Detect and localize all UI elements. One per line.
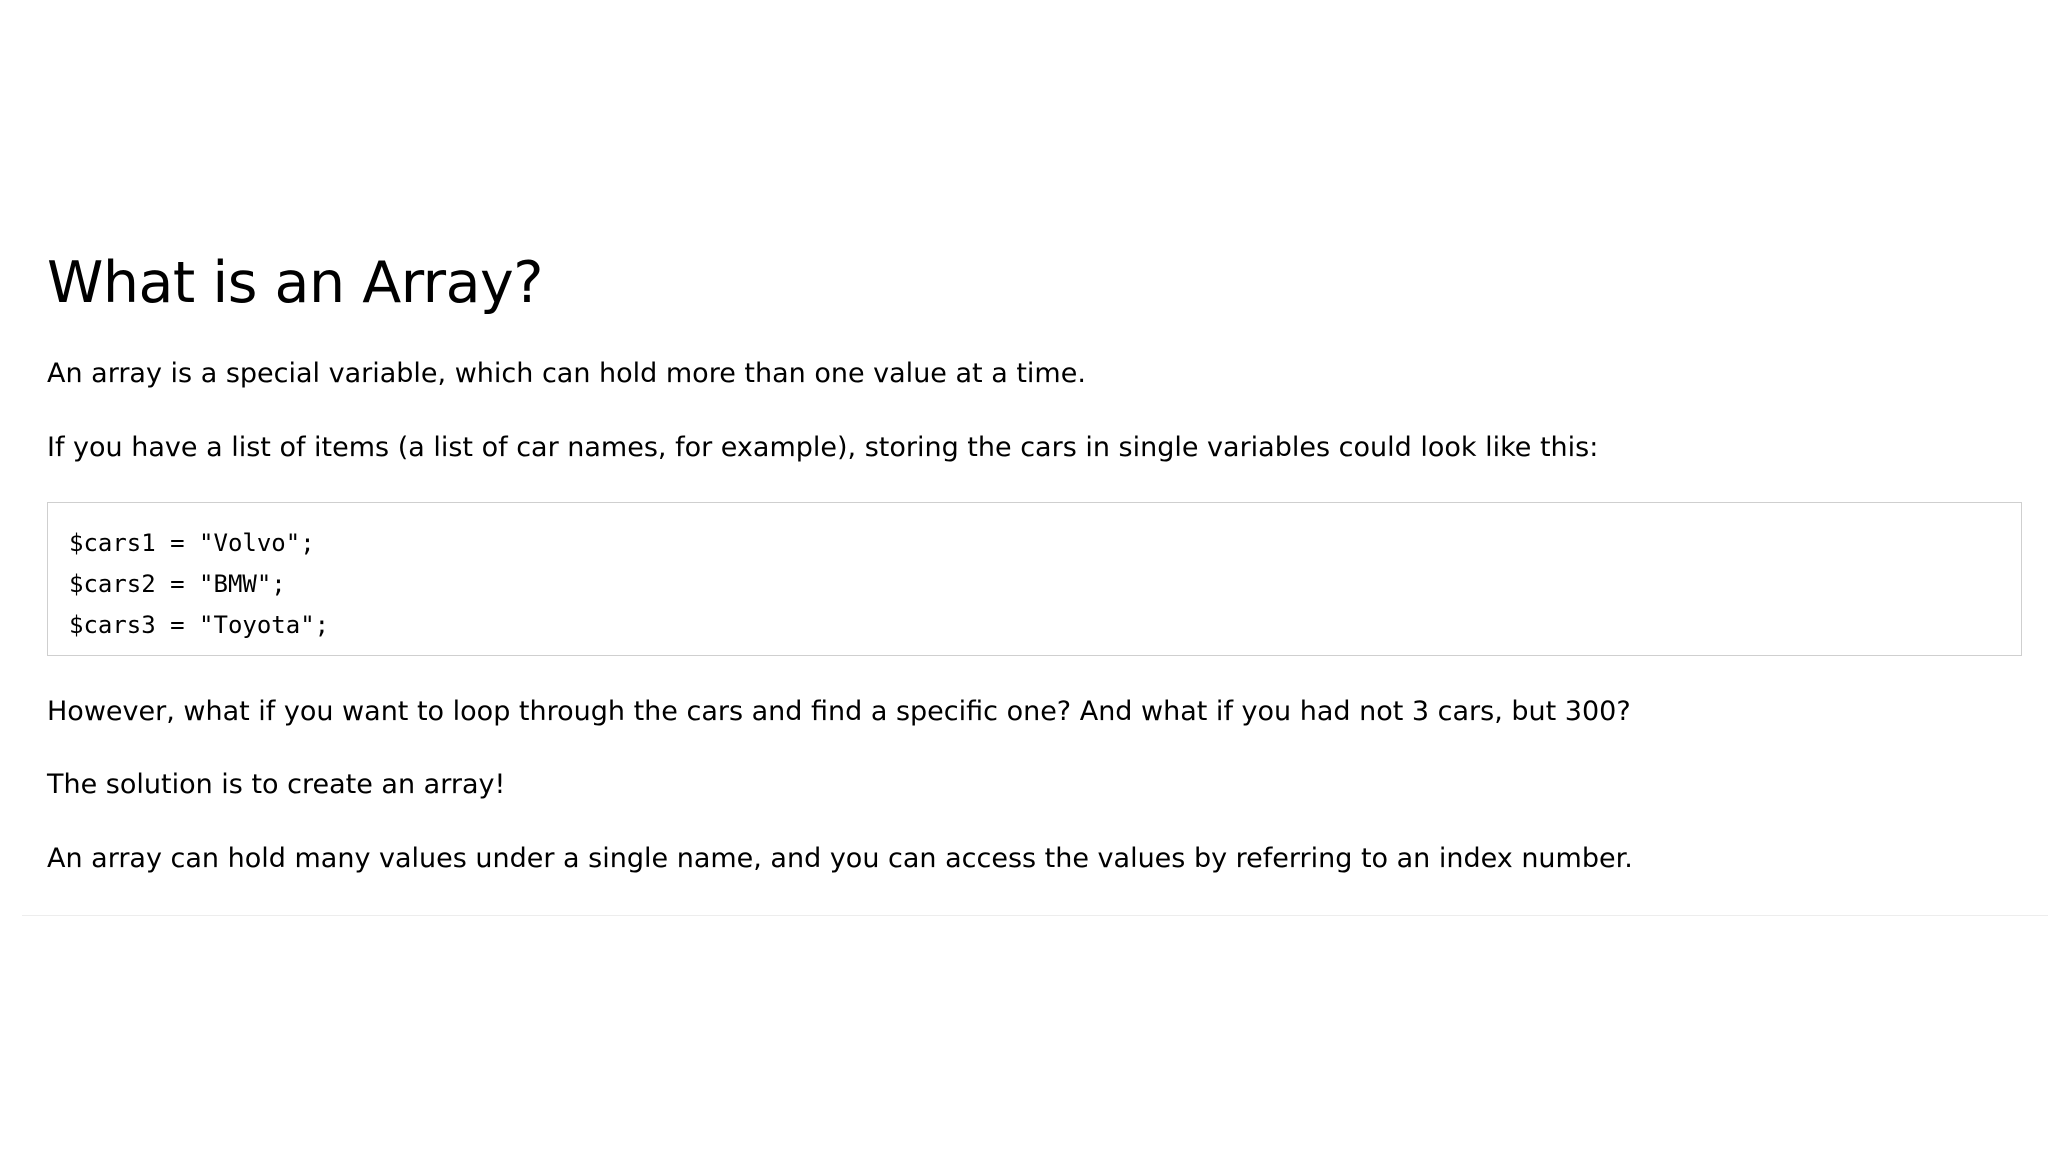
- code-line: $cars1 = "Volvo";: [69, 529, 315, 557]
- code-line: $cars3 = "Toyota";: [69, 611, 330, 639]
- article-content: [47, 246, 2027, 877]
- list-intro-paragraph: If you have a list of items (a list of car names, for example), storing the cars in single variables could look like this:: [47, 432, 1599, 463]
- page-title: What is an Array?: [47, 250, 543, 316]
- section-divider: [22, 915, 2048, 916]
- code-example: [47, 502, 2022, 656]
- solution-paragraph: The solution is to create an array!: [47, 769, 506, 800]
- code-line: $cars2 = "BMW";: [69, 570, 286, 598]
- question-paragraph: However, what if you want to loop through the cars and find a specific one? And what if you had not 3 cars, but 300?: [47, 696, 1631, 727]
- intro-paragraph: An array is a special variable, which can hold more than one value at a time.: [47, 358, 1086, 389]
- explanation-paragraph: An array can hold many values under a single name, and you can access the values by referring to an index number.: [47, 843, 1633, 874]
